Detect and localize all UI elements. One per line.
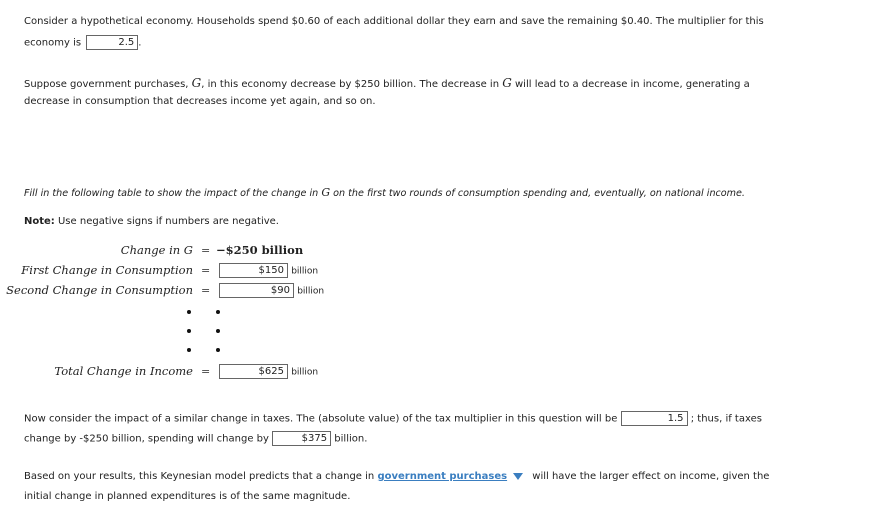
equals-sign: = xyxy=(201,365,211,378)
tax-text: billion. xyxy=(334,433,368,445)
total-change-row xyxy=(219,364,318,379)
tax-text: ; thus, if taxes xyxy=(690,413,762,425)
note-text: Use negative signs if numbers are negative. xyxy=(54,216,279,227)
change-g-label: Change in G xyxy=(120,243,193,257)
conclusion-line-2 xyxy=(24,491,350,502)
conclusion-line-1 xyxy=(24,471,769,482)
intro-text: Consider a hypothetical economy. Households spend $0.60 of each additional dollar they earn and save the remaining $0.40. The multiplier for this xyxy=(24,16,764,27)
intro-line-2 xyxy=(24,35,141,50)
second-change-row xyxy=(219,283,324,298)
total-change-input[interactable]: $625 xyxy=(219,364,288,379)
multiplier-input[interactable]: 2.5 xyxy=(86,35,138,50)
intro-line-1 xyxy=(24,16,764,27)
tax-line-2 xyxy=(24,431,367,446)
tax-text: Now consider the impact of a similar change in taxes. The (absolute value) of the tax multiplier in this question will be xyxy=(24,413,618,425)
equals-sign: = xyxy=(201,264,211,277)
g-symbol: G xyxy=(191,76,202,90)
g-symbol: G xyxy=(321,186,331,199)
scenario-text: , in this economy decrease by $250 billion. The decrease in xyxy=(201,79,503,90)
spending-change-input[interactable]: $375 xyxy=(272,431,331,446)
unit-billion: billion xyxy=(297,286,325,297)
effect-dropdown[interactable] xyxy=(377,471,523,482)
multiplier-prompt: economy is xyxy=(24,37,82,49)
unit-billion: billion xyxy=(291,266,319,277)
first-change-input[interactable]: $150 xyxy=(219,263,288,278)
chevron-down-icon xyxy=(513,473,523,480)
second-change-input[interactable]: $90 xyxy=(219,283,294,298)
dropdown-selected-value: government purchases xyxy=(377,471,508,482)
conclusion-text: will have the larger effect on income, given the xyxy=(532,471,770,482)
unit-billion: billion xyxy=(291,367,319,378)
scenario-text: will lead to a decrease in income, generating a xyxy=(511,79,750,90)
ellipsis-dot xyxy=(216,329,220,333)
scenario-line-2 xyxy=(24,96,376,107)
conclusion-text: initial change in planned expenditures is of the same magnitude. xyxy=(24,491,351,502)
period: . xyxy=(138,37,142,49)
note xyxy=(24,216,279,227)
tax-line-1 xyxy=(24,411,762,426)
equals-sign: = xyxy=(201,284,211,297)
first-change-label: First Change in Consumption xyxy=(21,263,193,277)
scenario-text: Suppose government purchases, xyxy=(24,79,192,90)
equals-sign: = xyxy=(201,244,211,257)
total-change-label: Total Change in Income xyxy=(54,364,193,378)
note-label: Note: xyxy=(24,216,55,227)
instruction-text: on the first two rounds of consumption spending and, eventually, on national income. xyxy=(330,188,745,199)
change-g-value: −$250 billion xyxy=(216,243,304,257)
tax-text: change by -$250 billion, spending will change by xyxy=(24,433,269,445)
ellipsis-dot xyxy=(187,329,191,333)
instruction xyxy=(24,186,745,199)
ellipsis-dot xyxy=(187,310,191,314)
first-change-row xyxy=(219,263,318,278)
g-symbol: G xyxy=(502,76,512,90)
ellipsis-dot xyxy=(187,348,191,352)
second-change-label: Second Change in Consumption xyxy=(6,283,193,297)
ellipsis-dot xyxy=(216,310,220,314)
scenario-text: decrease in consumption that decreases income yet again, and so on. xyxy=(24,96,376,107)
conclusion-text: Based on your results, this Keynesian model predicts that a change in xyxy=(24,471,375,482)
instruction-text: Fill in the following table to show the impact of the change in xyxy=(24,188,322,199)
tax-multiplier-input[interactable]: 1.5 xyxy=(621,411,688,426)
scenario-line-1 xyxy=(24,76,750,90)
ellipsis-dot xyxy=(216,348,220,352)
